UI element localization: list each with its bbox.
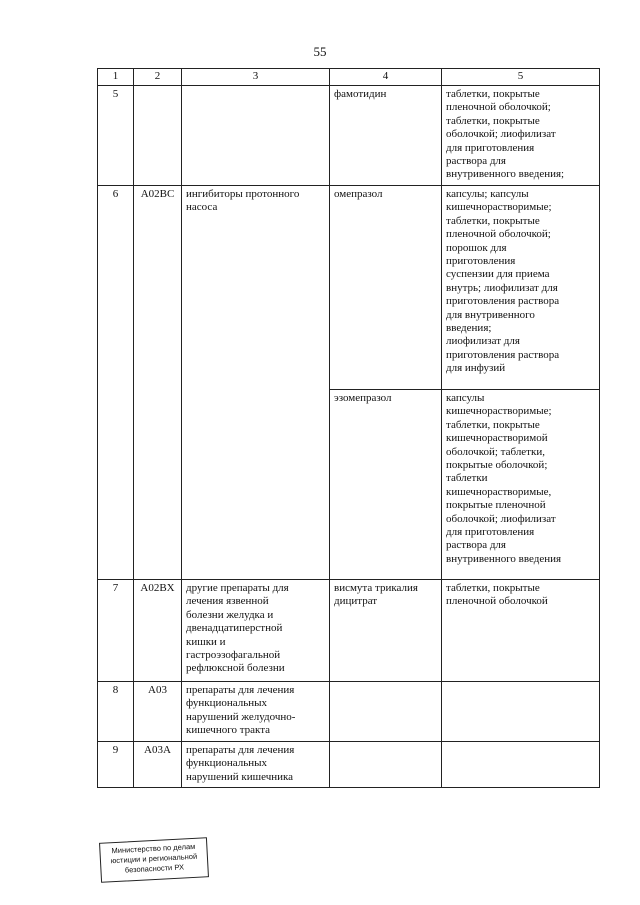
dosage-forms: таблетки, покрытые пленочной оболочкой; таблетки, покрытые оболочкой; лиофилизат для приготовления раствора для внутривенного введения; xyxy=(442,86,600,186)
dosage-forms: капсулы; капсулы кишечнорастворимые; таблетки, покрытые пленочной оболочкой; порошок для приготовления суспензии для приема внутрь; лиофилизат для приготовления раствора для внутривенного введения; лиофилизат для приготовления раствора для инфузий xyxy=(442,186,600,390)
group-name: препараты для лечения функциональных нарушений кишечника xyxy=(182,742,330,788)
drug-table xyxy=(97,68,600,788)
stamp-line-2: юстиции и региональной xyxy=(110,851,198,866)
row-number: 8 xyxy=(98,682,134,742)
group-name: другие препараты для лечения язвенной болезни желудка и двенадцатиперстной кишки и гастроэзофагальной рефлюксной болезни xyxy=(182,580,330,682)
row-number: 6 xyxy=(98,186,134,580)
group-name: ингибиторы протонного насоса xyxy=(182,186,330,580)
dosage-forms xyxy=(442,682,600,742)
atc-code: A03 xyxy=(134,682,182,742)
header-col-5: 5 xyxy=(442,69,600,86)
ministry-stamp xyxy=(99,837,209,883)
drug-name xyxy=(330,742,442,788)
row-number: 7 xyxy=(98,580,134,682)
page-number: 55 xyxy=(313,44,327,59)
row-number: 9 xyxy=(98,742,134,788)
header-col-3: 3 xyxy=(182,69,330,86)
dosage-forms: капсулы кишечнорастворимые; таблетки, покрытые кишечнорастворимой оболочкой; таблетки, покрытые оболочкой; таблетки кишечнорастворимые, покрытые пленочной оболочкой; лиофилизат для приготовления раствора для внутривенного введения xyxy=(442,390,600,580)
drug-name: висмута трикалия дицитрат xyxy=(330,580,442,682)
table-row xyxy=(98,86,600,186)
drug-name xyxy=(330,682,442,742)
table-row xyxy=(98,580,600,682)
group-name: препараты для лечения функциональных нарушений желудочно- кишечного тракта xyxy=(182,682,330,742)
drug-name: омепразол xyxy=(330,186,442,390)
table-row xyxy=(98,186,600,390)
header-col-1: 1 xyxy=(98,69,134,86)
drug-name: эзомепразол xyxy=(330,390,442,580)
atc-code: A02BX xyxy=(134,580,182,682)
header-row xyxy=(98,69,600,86)
table-row xyxy=(98,742,600,788)
row-number: 5 xyxy=(98,86,134,186)
drug-name: фамотидин xyxy=(330,86,442,186)
group-name xyxy=(182,86,330,186)
atc-code: A03A xyxy=(134,742,182,788)
dosage-forms xyxy=(442,742,600,788)
atc-code xyxy=(134,86,182,186)
table-row xyxy=(98,682,600,742)
header-col-2: 2 xyxy=(134,69,182,86)
stamp-line-3: безопасности РХ xyxy=(124,862,185,875)
header-col-4: 4 xyxy=(330,69,442,86)
dosage-forms: таблетки, покрытые пленочной оболочкой xyxy=(442,580,600,682)
atc-code: A02BC xyxy=(134,186,182,580)
stamp-line-1: Министерство по делам xyxy=(111,841,196,856)
